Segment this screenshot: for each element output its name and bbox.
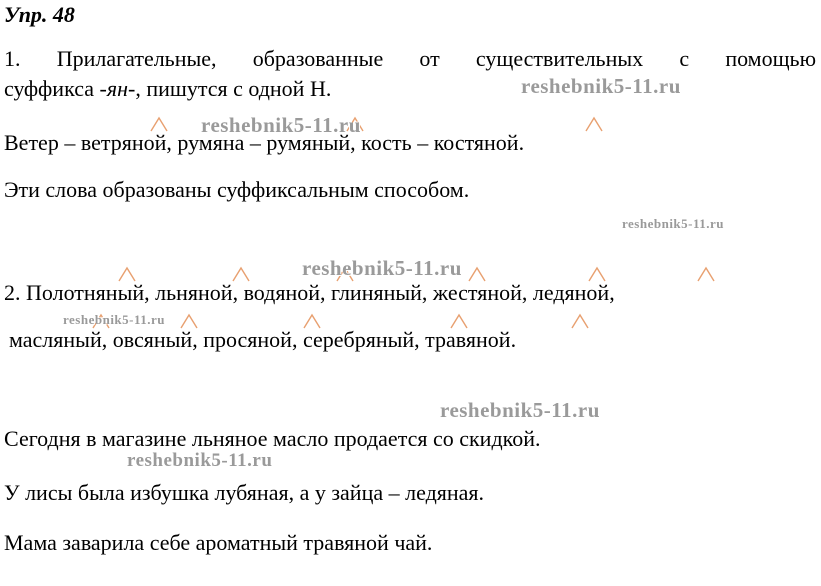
suffix-caret-icon [697,266,715,282]
suffix-caret-icon [585,116,603,132]
watermark: reshebnik5-11.ru [622,216,725,231]
exercise-title: Упр. 48 [4,2,75,27]
watermark: reshebnik5-11.ru [521,74,681,98]
suffix-caret-icon [180,313,198,329]
sentence-2: У лисы была избушка лубяная, а у зайца – ледяная. [4,480,485,505]
rule-text-after: , пишутся с одной Н. [135,76,332,101]
suffix-caret-icon [232,266,250,282]
suffix-term: -ян- [99,76,136,101]
suffix-caret-icon [571,313,589,329]
word-formation-line: Эти слова образованы суффиксальным способом. [4,177,470,202]
rule-line-1: 1. Прилагательные, образованные от существительных с помощью [4,46,816,71]
rule-text-before: суффикса [4,76,100,101]
suffix-caret-icon [118,266,136,282]
sentence-3: Мама заварила себе ароматный травяной чай. [4,530,433,555]
rule-line-2 [4,76,331,102]
suffix-caret-icon [150,116,168,132]
suffix-caret-icon [468,266,486,282]
sentence-1: Сегодня в магазине льняное масло продается со скидкой. [4,426,541,451]
suffix-caret-icon [450,313,468,329]
suffix-caret-icon [588,266,606,282]
watermark: reshebnik5-11.ru [63,312,166,327]
examples-line: Ветер – ветряной, румяна – румяный, кость – костяной. [4,130,525,155]
word-list-line-2: масляный, овсяный, просяной, серебряный, травяной. [9,327,517,352]
watermark: reshebnik5-11.ru [127,450,273,471]
watermark: reshebnik5-11.ru [201,113,361,137]
watermark: reshebnik5-11.ru [302,256,462,280]
suffix-caret-icon [303,313,321,329]
watermark: reshebnik5-11.ru [440,398,600,422]
word-list-line-1: 2. Полотняный, льняной, водяной, глиняный, жестяной, ледяной, [4,280,615,305]
